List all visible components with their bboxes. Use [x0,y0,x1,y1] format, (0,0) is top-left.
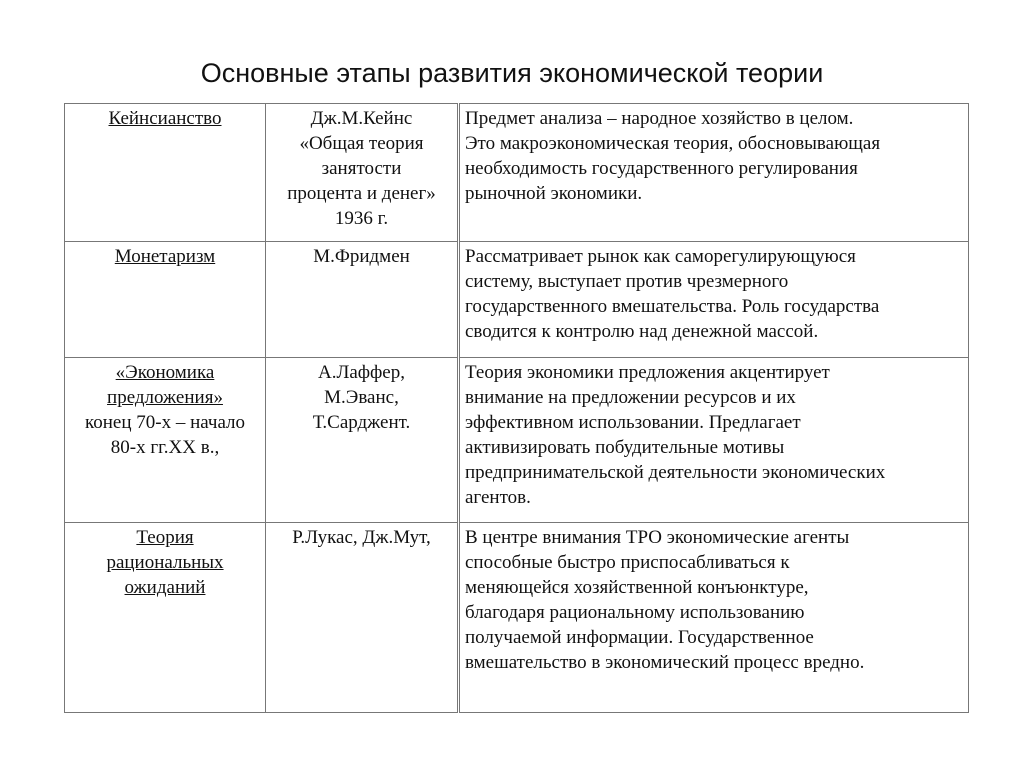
description-line: систему, выступает против чрезмерного [465,271,789,292]
school-name-line: Монетаризм [114,246,216,267]
description-line: меняющейся хозяйственной конъюнктуре, [465,577,809,598]
description-line: вмешательство в экономический процесс вредно. [465,652,865,673]
description-cell [459,242,969,358]
school-cell [65,358,266,523]
author-cell [266,104,459,242]
school-cell [65,242,266,358]
author-line: А.Лаффер, [318,362,405,383]
school-period-line: 80-х гг.XX в., [110,437,220,458]
description-line: рыночной экономики. [465,183,643,204]
table-row [65,523,969,713]
author-line: занятости [321,158,402,179]
school-name-line: рациональных [106,552,224,573]
author-line: М.Эванс, [324,387,399,408]
school-period-line: конец 70-х – начало [84,412,246,433]
author-line: Т.Сарджент. [312,412,411,433]
author-line: Р.Лукас, Дж.Мут, [292,527,431,548]
description-line: государственного вмешательства. Роль государства [465,296,880,317]
author-cell [266,242,459,358]
school-cell [65,104,266,242]
author-line: «Общая теория [299,133,424,154]
description-line: предпринимательской деятельности экономических [465,462,886,483]
school-name-line: «Экономика [115,362,215,383]
slide-title: Основные этапы развития экономической теории [200,58,824,88]
description-line: активизировать побудительные мотивы [465,437,785,458]
description-line: Это макроэкономическая теория, обосновывающая [465,133,881,154]
author-line: процента и денег» [287,183,436,204]
description-line: получаемой информации. Государственное [465,627,814,648]
description-line: эффективном использовании. Предлагает [465,412,801,433]
description-cell [459,104,969,242]
author-line: М.Фридмен [313,246,410,267]
school-name-line: Кейнсианство [108,108,222,129]
author-line: Дж.М.Кейнс [310,108,413,129]
author-cell [266,358,459,523]
description-line: благодаря рациональному использованию [465,602,805,623]
table-row [65,104,969,242]
description-line: Предмет анализа – народное хозяйство в целом. [465,108,854,129]
description-line: способные быстро приспосабливаться к [465,552,790,573]
school-cell [65,523,266,713]
description-line: внимание на предложении ресурсов и их [465,387,796,408]
description-line: необходимость государственного регулирования [465,158,858,179]
description-cell [459,358,969,523]
description-line: сводится к контролю над денежной массой. [465,321,819,342]
author-cell [266,523,459,713]
school-name-line: предложения» [107,387,223,408]
description-line: Рассматривает рынок как саморегулирующуюся [465,246,856,267]
school-name-line: Теория [136,527,194,548]
author-line: 1936 г. [334,208,389,229]
description-line: агентов. [465,487,531,508]
description-line: Теория экономики предложения акцентирует [465,362,830,383]
economic-theory-table [64,103,969,713]
description-cell [459,523,969,713]
school-name-line: ожиданий [124,577,206,598]
table-row [65,358,969,523]
description-line: В центре внимания ТРО экономические агенты [465,527,850,548]
table-row [65,242,969,358]
